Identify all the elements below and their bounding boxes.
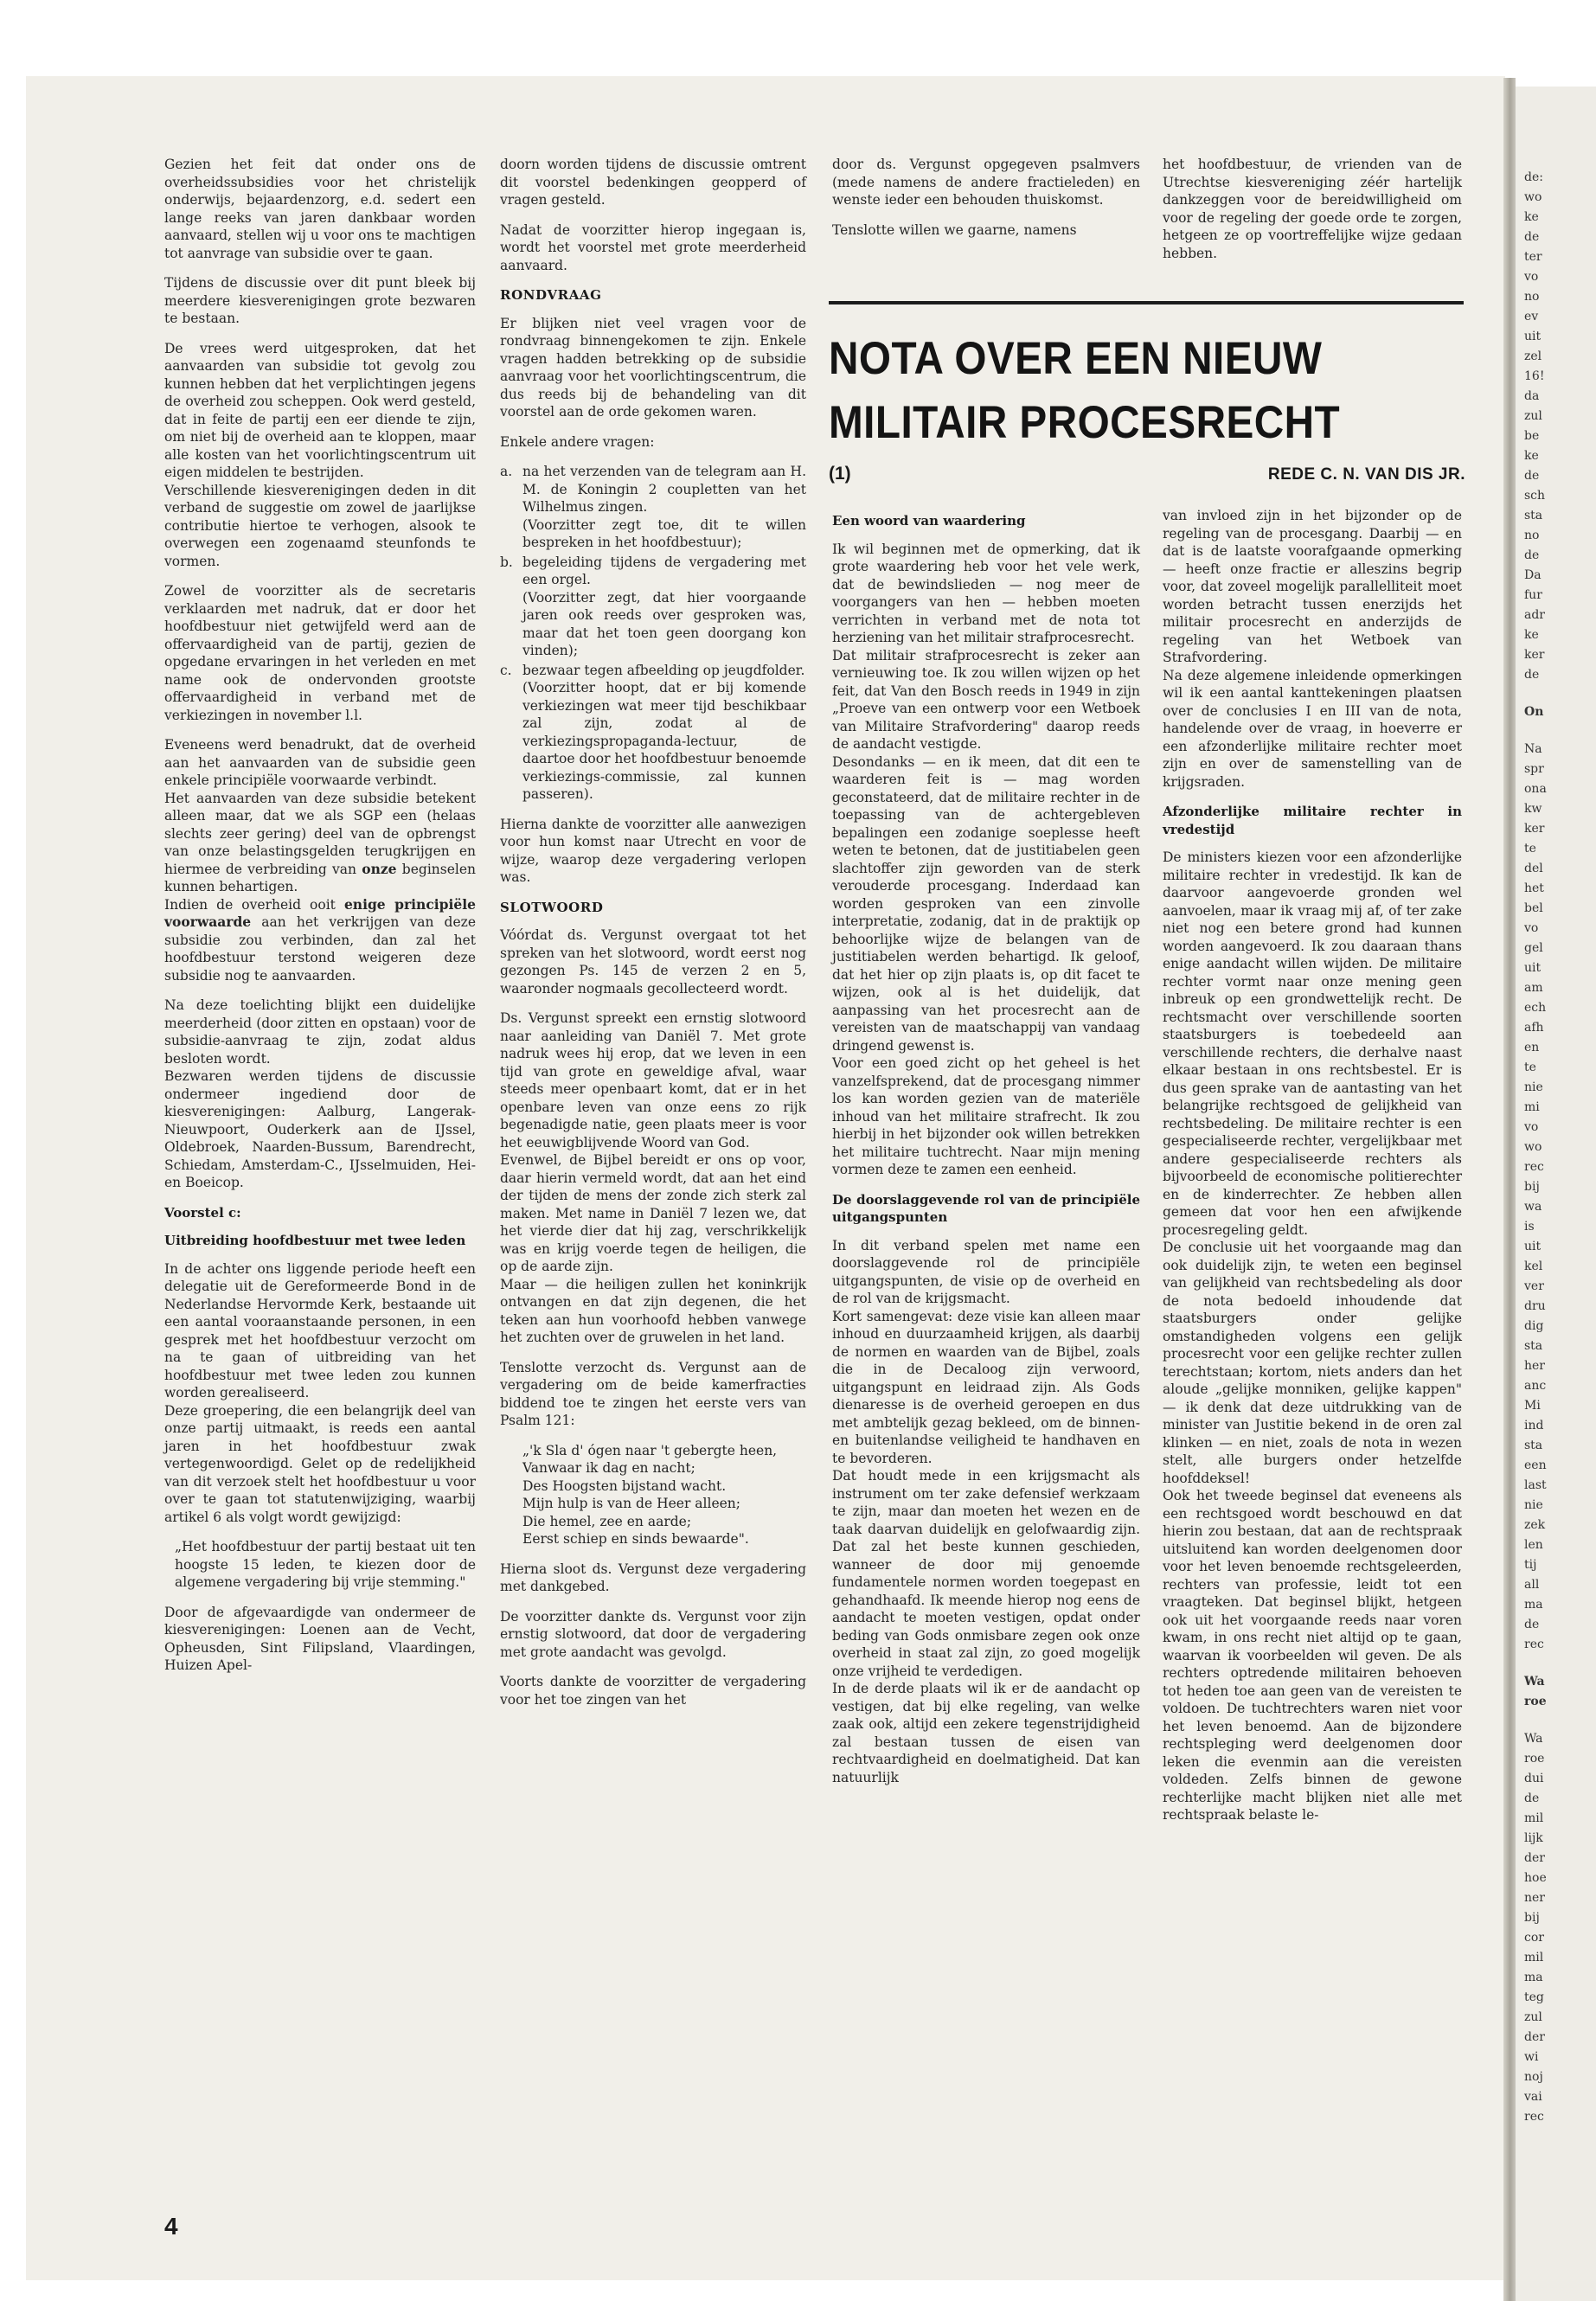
edge-text-fragment: del [1524,862,1543,875]
edge-text-fragment: rec [1524,1638,1544,1651]
edge-text-fragment: sta [1524,509,1543,522]
edge-text-fragment: tij [1524,1558,1537,1572]
edge-text-fragment: ma [1524,1971,1543,1984]
edge-text-fragment: am [1524,981,1543,995]
edge-text-fragment: uit [1524,1240,1542,1253]
edge-text-fragment: len [1524,1538,1543,1552]
edge-text-fragment: mi [1524,1100,1540,1114]
edge-text-fragment: der [1524,2030,1545,2044]
edge-text-fragment: all [1524,1578,1540,1592]
paragraph: Hierna sloot ds. Vergunst deze vergadering met dankgebed. [500,1561,806,1594]
edge-text-fragment: vo [1524,270,1539,284]
paragraph: Ik wil beginnen met de opmerking, dat ik grote waardering heb voor het vele werk, dat de bewindslieden — nog meer de voorgangers van hen — hebben moeten verrichten in verband met de nota tot herziening van het militair strafprocesrecht. Dat militair strafprocesrecht is zeker aan vernieuwing toe. Ik zou willen wijzen op het feit, dat Van den Bosch reeds in 1949 in zijn „Proeve van een ontwerp voor een Wetboek van Militaire Strafvordering" daarop reeds de aandacht vestigde. Desondanks — en ik meen, dat dit een te waarderen feit is — mag worden geconstateerd, dat de militaire rechter in de toepassing van de achtergebleven bepalingen een zodanige soeplesse heeft weten te betonen, dat de justitiabelen geen slachtoffer zijn geworden van de sterk verouderde procesgang. Inderdaad kan worden gesproken van een zinvolle interpretatie, zodanig, dat in de praktijk op behoorlijke wijze de belangen van de justitiabelen werden behartigd. Ik geloof, dat het hier op zijn plaats is, op dit facet te wijzen, ook al is het duidelijk, dat aanpassing van het procesrecht aan de vereisten van de maatschappij van vandaag dringend gewenst is. Voor een goed zicht op het geheel is het vanzelfsprekend, dat de procesgang nimmer los kan worden gezien van de materiële inhoud van het militaire strafrecht. Ik zou hierbij in het bijzonder ook willen betrekken het militaire tuchtrecht. Naar mijn mening vormen deze te zamen een eenheid. [832,541,1140,1177]
edge-text-fragment: Wa [1524,1732,1543,1746]
column-1 [164,156,476,1687]
edge-heading-fragment: On [1524,705,1544,719]
edge-text-fragment: Da [1524,568,1542,582]
column-4-top [1163,156,1462,274]
adjacent-page-edge [1516,87,1596,2301]
list-item: c. bezwaar tegen afbeelding op jeugdfolder. (Voorzitter hoopt, dat er bij komende verkiezingen wat meer tijd beschikbaar zal zijn, zodat al de verkiezingspropaganda-lectuur, de daartoe door het hoofdbestuur benoemde verkiezings-commissie, zal kunnen passeren). [500,662,806,802]
edge-text-fragment: lijk [1524,1831,1543,1845]
edge-text-fragment: da [1524,389,1540,403]
edge-text-fragment: fur [1524,588,1542,602]
article-divider [829,301,1464,304]
headline-line: NOTA OVER EEN NIEUW [829,333,1323,384]
edge-gap [1524,722,1596,740]
edge-text-fragment: be [1524,429,1540,443]
edge-text-fragment: gel [1524,941,1543,955]
article-part: (1) [829,464,851,484]
edge-text-fragment: de [1524,1618,1540,1631]
edge-text-fragment: is [1524,1220,1535,1234]
edge-text-fragment: wo [1524,1140,1542,1154]
paragraph: Nadat de voorzitter hierop ingegaan is, wordt het voorstel met grote meerderheid aanvaard. [500,221,806,273]
edge-text-fragment: mil [1524,1811,1544,1825]
edge-text-fragment: wa [1524,1200,1542,1214]
edge-text-fragment: de [1524,1791,1540,1805]
paragraph: De ministers kiezen voor een afzonderlijke militaire rechter in vredestijd. Ik kan de daarvoor aangevoerde gronden wel aanvoelen, maar ik vraag mij af, of ter zake niet nog een betere grond had kunnen worden aangevoerd. Ik zou daaraan thans enige aandacht willen wijden. De militaire rechter vormt naar onze mening geen inbreuk op een grondwettelijk recht. De rechtsmacht over verschillende soorten staatsburgers is toebedeeld aan verschillende rechters, die derhalve naast elkaar bestaan in ons rechtsbestel. Er is dus geen sprake van de aantasting van het belangrijke rechtsgoed de gelijkheid van rechtsbedeling. De militaire rechter is een gespecialiseerde rechter, vergelijkbaar met andere gespecialiseerde rechters als bijvoorbeeld de economische politierechter en de kinderrechter. Ze hebben allen gemeen dat voor hen een afwijkende procesregeling geldt. De conclusie uit het voorgaande mag dan ook duidelijk zijn, te weten een beginsel van gelijkheid van rechtsbedeling als door de nota bedoeld inhoudende dat staatsburgers onder gelijke omstandigheden volgens een gelijk procesrecht voor een gelijke rechter zullen terechtstaan; kortom, niets anders dan het aloude „gelijke monniken, gelijke kappen" — ik denk dat deze uitdrukking van de minister van Justitie bekend in de oren zal klinken — en niet, zoals de nota in wezen stelt, alle burgers onder hetzelfde hoofddeksel! Ook het tweede beginsel dat eveneens als een rechtsgoed wordt beschouwd en dat hierin zou bestaan, dat aan de rechtspraak uitsluitend kan worden deelgenomen door voor het leven benoemde rechtsgeleerden, rechters van professie, leidt tot een vraagteken. Dat beginsel blijkt, hetgeen ook uit het voorgaande reeds naar voren kwam, in ons recht niet altijd op te gaan, waarvan ik voorbeelden wil geven. De als rechters optredende militairen behoeven tot heden toe aan geen van de vereisten te voldoen. De tuchtrechters waren niet voor het leven benoemd. Aan de bijzondere rechtspleging werd deelgenomen door leken die evenmin aan die vereisten voldeden. Zelfs binnen de gewone rechterlijke macht blijken niet alle met rechtspraak belaste le- [1163,849,1462,1823]
edge-text-fragment: de [1524,469,1540,483]
edge-text-fragment: sta [1524,1439,1543,1452]
edge-text-fragment: zek [1524,1518,1546,1532]
edge-text-fragment: ner [1524,1891,1545,1905]
edge-text-fragment: de [1524,230,1540,244]
list-item: b. begeleiding tijdens de vergadering met een orgel. (Voorzitter zegt, dat hier voorgaande jaren ook reeds over gesproken was, maar dat het toen geen doorgang kon vinden); [500,554,806,658]
question-list [500,463,806,804]
edge-text-fragment: 16! [1524,369,1545,383]
edge-text-fragment: wo [1524,190,1542,204]
edge-text-fragment: kel [1524,1259,1543,1273]
subheading-uitbreiding: Uitbreiding hoofdbestuur met twee leden [164,1233,466,1248]
edge-text-fragment: ver [1524,1279,1544,1293]
edge-text-fragment: der [1524,1851,1545,1865]
edge-text-fragment: cor [1524,1931,1544,1945]
edge-text-fragment: de [1524,668,1540,682]
edge-text-fragment: de [1524,548,1540,562]
edge-gap [1524,1655,1596,1672]
edge-text-fragment: nie [1524,1080,1543,1094]
edge-text-fragment: te [1524,1061,1536,1074]
subheading: Een woord van waardering [832,513,1026,529]
edge-text-fragment: uit [1524,961,1542,975]
article-headline [829,327,1405,455]
paragraph: Zowel de voorzitter als de secretaris verklaarden met nadruk, dat er door het hoofdbestuur niet getwijfeld werd aan de offervaardigheid van de partij, gezien de opgedane ervaringen in het verleden en met name ook de ondervonden grootste offervaardigheid in verband met de verkiezingen in november l.l. [164,583,476,723]
edge-text-fragment: adr [1524,608,1546,622]
subheading: De doorslaggevende rol van de principiële uitgangspunten [832,1191,1140,1225]
edge-text-fragment: en [1524,1041,1540,1054]
edge-text-fragment: noj [1524,2070,1543,2084]
edge-text-fragment: ma [1524,1598,1543,1612]
edge-text-fragment: rec [1524,1160,1544,1174]
edge-text-fragment: ind [1524,1419,1544,1433]
edge-text-fragment: teg [1524,1990,1544,2004]
paragraph: De voorzitter dankte ds. Vergunst voor zijn ernstig slotwoord, dat door de vergadering met grote aandacht was gevolgd. [500,1608,806,1660]
edge-text-fragment: no [1524,290,1540,304]
edge-text-fragment: zul [1524,2010,1542,2024]
edge-text-fragment: dru [1524,1299,1546,1313]
edge-text-fragment: spr [1524,762,1544,776]
edge-text-fragment: Mi [1524,1399,1541,1413]
column-4 [1163,507,1462,1836]
edge-text-fragment: ke [1524,628,1539,642]
edge-text-fragment: ter [1524,250,1542,264]
edge-text-fragment: roe [1524,1752,1545,1766]
edge-text-fragment: mil [1524,1951,1544,1965]
article-byline: REDE C. N. VAN DIS JR. [1267,465,1465,484]
edge-text-fragment: vai [1524,2090,1542,2104]
paragraph: Ds. Vergunst spreekt een ernstig slotwoord naar aanleiding van Daniël 7. Met grote nadruk wees hij erop, dat we leven in een tijd van grote en geweldige afval, waar steeds meer openbaart komt, dat er in het openbare leven van onze eens zo rijk begenadigde natie, geen plaats meer is voor het eeuwigblijvende Woord van God. Evenwel, de Bijbel bereidt er ons op voor, daar hierin vermeld wordt, dat aan het eind der tijden de mens der zonde zich sterk zal maken. Met name in Daniël 7 lezen we, dat het vierde dier dat hij zag, verschrikkelijk was en krijg voerde tegen de heiligen, die op de aarde zijn. Maar — die heiligen zullen het koninkrijk ontvangen en dat zijn degenen, die het teken aan hun voorhoofd hebben vanwege het zuchten over de gruwelen in het land. [500,1010,806,1345]
edge-text-fragment: een [1524,1458,1547,1472]
edge-text-fragment: anc [1524,1379,1547,1393]
edge-text-fragment: bij [1524,1911,1540,1925]
paragraph: Er blijken niet veel vragen voor de rondvraag binnengekomen te zijn. Enkele vragen hadden betrekking op de subsidie aanvraag voor het voorlichtingscentrum, die dus reeds bij de behandeling van dit voorstel aan de orde gekomen waren. [500,315,806,420]
psalm-verse: „'k Sla d' ógen naar 't gebergte heen, Vanwaar ik dag en nacht; Des Hoogsten bijstand wacht. Mijn hulp is van de Heer alleen; Die hemel, zee en aarde; Eerst schiep en sinds bewaarde". [522,1442,778,1547]
edge-gap [1524,1712,1596,1729]
paragraph-principle: Eveneens werd benadrukt, dat de overheid aan het aanvaarden van de subsidie geen enkele principiële voorwaarde verbindt. Het aanvaarden van deze subsidie betekent alleen maar, dat we als SGP een (helaas slechts zeer gering) deel van de opbrengst van onze belastingsgelden terugkrijgen en hiermee de verbreiding van onze beginselen kunnen behartigen. Indien de overheid ooit enige principiële voorwaarde aan het verkrijgen van deze subsidie zou verbinden, dan zal het hoofdbestuur terstond weigeren deze subsidie nog te aanvaarden. [164,737,476,984]
paragraph: Hierna dankte de voorzitter alle aanwezigen voor hun komst naar Utrecht en voor de wijze, waarop deze vergadering verlopen was. [500,816,806,885]
adjacent-page-text [1516,87,1596,2127]
edge-text-fragment: bij [1524,1180,1540,1194]
edge-text-fragment: ker [1524,822,1545,836]
paragraph: het hoofdbestuur, de vrienden van de Utrechtse kiesvereniging zéér hartelijk dankzeggen voor de bereidwilligheid om voor de regeling der goede orde te zorgen, hetgeen ze op voortreffelijke wijze gedaan hebben. [1163,157,1462,261]
column-3-top [832,156,1140,251]
edge-text-fragment: hoe [1524,1871,1547,1885]
edge-text-fragment: uit [1524,330,1542,343]
edge-text-fragment: sch [1524,489,1546,503]
paragraph: doorn worden tijdens de discussie omtrent dit voorstel bedenkingen geopperd of vragen gesteld. [500,157,806,208]
edge-text-fragment: vo [1524,921,1539,935]
edge-text-fragment: ev [1524,310,1539,324]
paragraph: van invloed zijn in het bijzonder op de regeling van de procesgang. Daarbij — en dat is de laatste voorafgaande opmerking — heeft onze fractie er alleszins begrip voor, dat zoveel mogelijk parallelliteit moet worden betracht tussen enerzijds het militair procesrecht en anderzijds de regeling van het Wetboek van Strafvordering. Na deze algemene inleidende opmerkingen wil ik een aantal kanttekeningen plaatsen over de conclusies I en III van de nota, handelende over de vraag, in hoeverre er een afzonderlijke militaire rechter moet zijn en over de samenstelling van de krijgsraden. [1163,508,1462,790]
paragraph: Door de afgevaardigde van ondermeer de kiesverenigingen: Loenen aan de Vecht, Opheusden, Sint Filipsland, Vlaardingen, Huizen Apel- [164,1604,476,1673]
paragraph: Tijdens de discussie over dit punt bleek bij meerdere kiesverenigingen grote bezwaren te bestaan. [164,275,476,326]
paragraph: De vrees werd uitgesproken, dat het aanvaarden van subsidie tot gevolg zou kunnen hebben dat het verplichtingen jegens de overheid zou scheppen. Ook werd gesteld, dat in feite de partij een eer diende te zijn, om niet bij de overheid aan te kloppen, maar alle kosten van het voorlichtingscentrum uit eigen middelen te bestrijden. Verschillende kiesverenigingen deden in dit verband de suggestie om zowel de jaarlijkse contributie hiertoe te verhogen, alsook te overwegen een zogenaamd steunfonds te vormen. [164,340,476,569]
edge-text-fragment: de: [1524,170,1543,184]
edge-text-fragment: het [1524,881,1544,895]
edge-text-fragment: wi [1524,2050,1539,2064]
edge-text-fragment: vo [1524,1120,1539,1134]
edge-text-fragment: no [1524,529,1540,542]
paragraph: Voorts dankte de voorzitter de vergadering voor het toe zingen van het [500,1674,806,1708]
list-item: a. na het verzenden van de telegram aan H. M. de Koningin 2 coupletten van het Wilhelmus zingen. (Voorzitter zegt toe, dit te willen bespreken in het hoofdbestuur); [500,464,806,550]
page-gutter [1503,78,1516,2301]
edge-text-fragment: kw [1524,802,1542,816]
subheading: Afzonderlijke militaire rechter in vredestijd [1163,804,1462,837]
paragraph: Enkele andere vragen: [500,433,655,450]
paragraph: Tenslotte verzocht ds. Vergunst aan de vergadering om de beide kamerfracties biddend toe te zingen het eerste vers van Psalm 121: [500,1359,806,1428]
paragraph: door ds. Vergunst opgegeven psalmvers (mede namens de andere fractieleden) en wenste ieder een behouden thuiskomst. [832,157,1140,208]
edge-gap [1524,685,1596,702]
edge-text-fragment: sta [1524,1339,1543,1353]
edge-text-fragment: ke [1524,210,1539,224]
edge-text-fragment: dui [1524,1772,1544,1785]
statute-quote: „Het hoofdbestuur der partij bestaat uit ten hoogste 15 leden, te kiezen door de algemene vergadering bij vrije stemming." [175,1539,476,1590]
edge-text-fragment: afh [1524,1021,1544,1035]
column-3 [832,507,1140,1798]
paragraph: Na deze toelichting blijkt een duidelijke meerderheid (door zitten en opstaan) voor de subsidie-aanvraag te zijn, zodat aldus besloten wordt. Bezwaren werden tijdens de discussie ondermeer ingediend door de kiesverenigingen: Aalburg, Langerak-Nieuwpoort, Ouderkerk aan de IJssel, Oldebroek, Naarden-Bussum, Barendrecht, Schiedam, Amsterdam-C., IJsselmuiden, Hei- en Boeicop. [164,997,476,1190]
edge-text-fragment: dig [1524,1319,1544,1333]
edge-text-fragment: ona [1524,782,1547,796]
edge-text-fragment: zel [1524,349,1542,363]
edge-text-fragment: last [1524,1478,1547,1492]
edge-text-fragment: rec [1524,2110,1544,2124]
paragraph: Vóórdat ds. Vergunst overgaat tot het spreken van het slotwoord, wordt eerst nog gezongen Ps. 145 de verzen 2 en 5, waaronder nogmaals gecollecteerd wordt. [500,927,806,997]
paragraph: In dit verband spelen met name een doorslaggevende rol de principiële uitgangspunten, de visie op de overheid en de rol van de krijgsmacht. Kort samengevat: deze visie kan alleen maar inhoud en duurzaamheid krijgen, als daarbij de normen en waarden van de Bijbel, zoals die in de Decaloog zijn verwoord, uitgangspunt en leidraad zijn. Als Gods dienaresse is de overheid geroepen en dus met ambtelijk gezag bekleed, om de binnen- en buitenlandse veiligheid te handhaven en te bevorderen. Dat houdt mede in een krijgsmacht als instrument om ter zake defensief werkzaam te zijn, maar dan moeten het wezen en de taak daarvan duidelijk en gelofwaardig zijn. Dat zal het beste kunnen geschieden, wanneer de door mij genoemde fundamentele normen worden toegepast en gehandhaafd. Ik meende hierop nog eens de aandacht te moeten vestigen, opdat onder beding van Gods onmisbare zegen ook onze overheid in staat zal zijn, zo goed mogelijk onze vrijheid te verdedigen. In de derde plaats wil ik er de aandacht op vestigen, dat bij elke regeling, van welke zaak ook, altijd een zekere tegenstrijdigheid zal bestaan tussen de eisen van rechtvaardigheid en doelmatigheid. Dat kan natuurlijk [832,1237,1140,1785]
headline-line: MILITAIR PROCESRECHT [829,397,1341,448]
edge-heading-fragment: roe [1524,1695,1547,1708]
subheading-voorstel: Voorstel c: [164,1204,241,1221]
edge-text-fragment: te [1524,842,1536,856]
paragraph: In de achter ons liggende periode heeft een delegatie uit de Gereformeerde Bond in de Nederlandse Hervormde Kerk, bestaande uit een aantal vooraanstaande personen, in een gesprek met het hoofdbestuur verzocht om na te gaan of uitbreiding van het hoofdbestuur met twee leden zou kunnen worden gerealiseerd. Deze groepering, die een belangrijk deel van onze partij uitmaakt, is reeds een aantal jaren in het hoofdbestuur zwak vertegenwoordigd. Gelet op de redelijkheid van dit verzoek stelt het hoofdbestuur u voor over te gaan tot statutenwijziging, waarbij artikel 6 als volgt wordt gewijzigd: [164,1260,476,1525]
edge-text-fragment: Na [1524,742,1542,756]
edge-text-fragment: ech [1524,1001,1547,1015]
edge-text-fragment: nie [1524,1498,1543,1512]
section-heading-rondvraag: RONDVRAAG [500,287,602,303]
edge-text-fragment: zul [1524,409,1542,423]
edge-text-fragment: bel [1524,901,1543,915]
edge-text-fragment: her [1524,1359,1545,1373]
column-2 [500,156,806,1721]
page-number: 4 [164,2213,178,2240]
section-heading-slotwoord: SLOTWOORD [500,899,604,915]
paragraph: Gezien het feit dat onder ons de overheidssubsidies voor het christelijk onderwijs, bejaardenzorg, e.d. sedert een lange reeks van jaren dankbaar worden aanvaard, stellen wij u voor ons te machtigen tot aanvrage van subsidie over te gaan. [164,157,476,261]
edge-text-fragment: ker [1524,648,1545,662]
edge-heading-fragment: Wa [1524,1675,1545,1689]
paragraph: Tenslotte willen we gaarne, namens [832,221,1077,238]
edge-text-fragment: ke [1524,449,1539,463]
